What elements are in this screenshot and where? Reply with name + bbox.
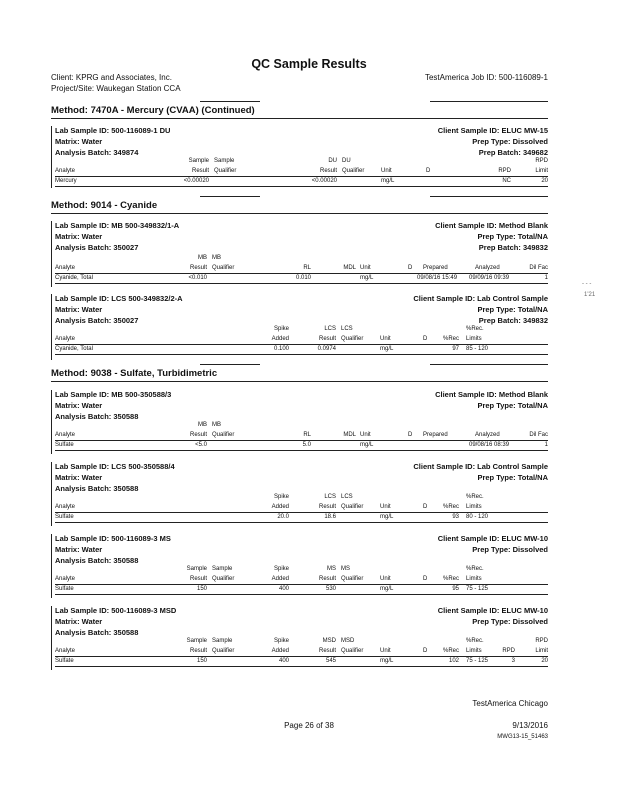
column-header: Qualifier xyxy=(212,576,235,582)
divider xyxy=(430,196,548,197)
page-title: QC Sample Results xyxy=(251,57,367,71)
table-cell: mg/L xyxy=(360,275,374,281)
column-header: MB xyxy=(212,255,221,261)
column-header: Unit xyxy=(380,504,391,510)
analysis-batch: Analysis Batch: 350588 xyxy=(55,412,139,421)
column-header: Added xyxy=(271,336,289,342)
column-header: Spike xyxy=(273,326,289,332)
column-header: RPD xyxy=(535,158,548,164)
client-sample-id: Client Sample ID: ELUC MW-10 xyxy=(437,606,548,615)
prep-type: Prep Type: Dissolved xyxy=(472,137,548,146)
table-cell: 18.6 xyxy=(324,514,336,520)
column-header: RPD xyxy=(498,168,511,174)
table-cell: 09/08/16 15:49 xyxy=(417,275,458,281)
method-underline xyxy=(51,213,548,214)
column-header: %Rec xyxy=(442,336,459,342)
column-header: Analyzed xyxy=(475,265,500,271)
table-rule xyxy=(55,186,548,187)
table-cell: Cyanide, Total xyxy=(55,275,93,281)
matrix: Matrix: Water xyxy=(55,401,103,410)
column-header: Result xyxy=(189,432,207,438)
column-header: Analyte xyxy=(55,576,76,582)
column-header: Result xyxy=(189,576,207,582)
table-rule xyxy=(55,440,548,441)
column-header: MS xyxy=(341,566,350,572)
table-cell: mg/L xyxy=(381,178,395,184)
column-header: Qualifier xyxy=(342,168,365,174)
table-cell: 530 xyxy=(325,586,336,592)
column-header: Sample xyxy=(212,638,233,644)
lab-sample-id: Lab Sample ID: 500-116089-1 DU xyxy=(55,126,171,135)
column-header: Unit xyxy=(360,265,371,271)
matrix: Matrix: Water xyxy=(55,232,103,241)
column-header: LCS xyxy=(324,326,336,332)
column-header: Limits xyxy=(466,336,482,342)
qc-section-sulfate-lcs xyxy=(51,460,548,528)
column-header: RL xyxy=(303,265,311,271)
column-header: Spike xyxy=(273,494,289,500)
table-cell: Sulfate xyxy=(55,586,74,592)
column-header: MS xyxy=(327,566,336,572)
table-cell: 3 xyxy=(511,658,515,664)
column-header: Result xyxy=(189,648,207,654)
lab-sample-id: Lab Sample ID: LCS 500-349832/2-A xyxy=(55,294,183,303)
column-header: D xyxy=(423,648,428,654)
margin-mark: - - - xyxy=(582,281,592,287)
column-header: Added xyxy=(271,576,289,582)
column-header: Result xyxy=(318,336,336,342)
table-cell: mg/L xyxy=(380,514,394,520)
matrix: Matrix: Water xyxy=(55,305,103,314)
column-header: RPD xyxy=(535,638,548,644)
column-header: Qualifier xyxy=(212,265,235,271)
client-sample-id: Client Sample ID: ELUC MW-10 xyxy=(437,534,548,543)
table-cell: mg/L xyxy=(380,658,394,664)
method-heading-mercury: Method: 7470A - Mercury (CVAA) (Continued) xyxy=(51,105,255,116)
column-header: MB xyxy=(198,255,207,261)
client-sample-id: Client Sample ID: Lab Control Sample xyxy=(413,462,548,471)
column-header: MSD xyxy=(322,638,336,644)
column-header: RPD xyxy=(502,648,515,654)
prep-type: Prep Type: Dissolved xyxy=(472,617,548,626)
table-cell: 75 - 125 xyxy=(466,586,489,592)
column-header: %Rec. xyxy=(466,494,484,500)
lab-sample-id: Lab Sample ID: MB 500-349832/1-A xyxy=(55,221,180,230)
column-header: Added xyxy=(271,504,289,510)
table-cell: 0.0974 xyxy=(317,346,336,352)
table-cell: 102 xyxy=(448,658,459,664)
prep-type: Prep Type: Total/NA xyxy=(477,401,548,410)
column-header: Limits xyxy=(466,504,482,510)
column-header: MSD xyxy=(341,638,355,644)
column-header: Result xyxy=(318,648,336,654)
table-cell: <0.00020 xyxy=(183,178,209,184)
project-site: Project/Site: Waukegan Station CCA xyxy=(51,84,181,93)
table-cell: 20.0 xyxy=(277,514,289,520)
analysis-batch: Analysis Batch: 349874 xyxy=(55,148,139,157)
table-rule xyxy=(55,450,548,451)
column-header: MB xyxy=(198,422,207,428)
table-cell: 80 - 120 xyxy=(466,514,489,520)
matrix: Matrix: Water xyxy=(55,617,103,626)
column-header: Dil Fac xyxy=(529,432,548,438)
column-header: D xyxy=(408,432,413,438)
table-cell: <0.010 xyxy=(188,275,207,281)
column-header: Sample xyxy=(188,158,209,164)
column-header: Qualifier xyxy=(341,576,364,582)
column-header: Added xyxy=(271,648,289,654)
client-sample-id: Client Sample ID: Method Blank xyxy=(435,390,548,399)
table-cell: 75 - 125 xyxy=(466,658,489,664)
table-cell: <5.0 xyxy=(195,442,207,448)
table-cell: NC xyxy=(502,178,511,184)
qc-section-sulfate-ms xyxy=(51,532,548,600)
column-header: Result xyxy=(319,168,337,174)
column-header: Prepared xyxy=(423,265,448,271)
column-header: Analyte xyxy=(55,432,76,438)
page-number: Page 26 of 38 xyxy=(284,721,334,730)
column-header: LCS xyxy=(341,326,353,332)
prep-type: Prep Type: Dissolved xyxy=(472,545,548,554)
table-cell: 545 xyxy=(325,658,336,664)
column-header: Qualifier xyxy=(341,648,364,654)
column-header: Spike xyxy=(273,566,289,572)
qc-section-cyanide-mb xyxy=(51,219,548,289)
table-rule xyxy=(55,283,548,284)
table-rule xyxy=(55,344,548,345)
column-header: Analyte xyxy=(55,648,76,654)
table-rule xyxy=(55,666,548,667)
lab-sample-id: Lab Sample ID: 500-116089-3 MSD xyxy=(55,606,177,615)
table-cell: 150 xyxy=(196,658,207,664)
column-header: Limits xyxy=(466,648,482,654)
table-cell: 400 xyxy=(278,586,289,592)
matrix: Matrix: Water xyxy=(55,473,103,482)
column-header: Unit xyxy=(380,336,391,342)
column-header: Result xyxy=(318,576,336,582)
prep-type: Prep Type: Total/NA xyxy=(477,232,548,241)
column-header: Limits xyxy=(466,576,482,582)
column-header: D xyxy=(408,265,413,271)
table-cell: Sulfate xyxy=(55,442,74,448)
prep-type: Prep Type: Total/NA xyxy=(477,305,548,314)
column-header: MB xyxy=(212,422,221,428)
analysis-batch: Analysis Batch: 350588 xyxy=(55,628,139,637)
prep-batch: Prep Batch: 349832 xyxy=(478,316,548,325)
document-code: MWG13-15_51463 xyxy=(497,734,548,740)
table-cell: Cyanide, Total xyxy=(55,346,93,352)
column-header: %Rec. xyxy=(466,326,484,332)
column-header: Qualifier xyxy=(341,504,364,510)
column-header: Result xyxy=(191,168,209,174)
column-header: D xyxy=(423,576,428,582)
table-rule xyxy=(55,354,548,355)
table-cell: 09/08/16 08:39 xyxy=(469,442,510,448)
table-cell: <0.00020 xyxy=(311,178,337,184)
method-heading-sulfate: Method: 9038 - Sulfate, Turbidimetric xyxy=(51,368,218,379)
prep-type: Prep Type: Total/NA xyxy=(477,473,548,482)
table-cell: 1 xyxy=(544,275,548,281)
table-rule xyxy=(55,176,548,177)
column-header: Qualifier xyxy=(212,648,235,654)
table-cell: Mercury xyxy=(55,178,77,184)
column-header: %Rec. xyxy=(466,638,484,644)
column-header: LCS xyxy=(324,494,336,500)
column-header: Analyte xyxy=(55,504,76,510)
column-header: D xyxy=(426,168,431,174)
divider xyxy=(200,101,260,102)
table-cell: mg/L xyxy=(380,586,394,592)
column-header: Unit xyxy=(381,168,392,174)
column-header: RL xyxy=(303,432,311,438)
table-cell: Sulfate xyxy=(55,514,74,520)
client-sample-id: Client Sample ID: Method Blank xyxy=(435,221,548,230)
column-header: DU xyxy=(328,158,337,164)
column-header: Sample xyxy=(212,566,233,572)
table-rule xyxy=(55,594,548,595)
qc-section-sulfate-msd xyxy=(51,604,548,672)
method-heading-cyanide: Method: 9014 - Cyanide xyxy=(51,200,158,211)
column-header: %Rec. xyxy=(466,566,484,572)
column-header: Qualifier xyxy=(214,168,237,174)
analysis-batch: Analysis Batch: 350027 xyxy=(55,316,139,325)
job-id: TestAmerica Job ID: 500-116089-1 xyxy=(424,73,548,82)
table-cell: 0.010 xyxy=(295,275,311,281)
column-header: Sample xyxy=(186,638,207,644)
report-date: 9/13/2016 xyxy=(512,721,548,730)
analysis-batch: Analysis Batch: 350027 xyxy=(55,243,139,252)
table-rule xyxy=(55,522,548,523)
column-header: Analyte xyxy=(55,168,76,174)
table-cell: 95 xyxy=(452,586,459,592)
table-rule xyxy=(55,273,548,274)
column-header: LCS xyxy=(341,494,353,500)
divider xyxy=(200,364,260,365)
column-header: Unit xyxy=(380,648,391,654)
client-name: Client: KPRG and Associates, Inc. xyxy=(51,73,172,82)
column-header: %Rec xyxy=(442,648,459,654)
matrix: Matrix: Water xyxy=(55,545,103,554)
table-cell: 93 xyxy=(452,514,459,520)
qc-section-cyanide-lcs xyxy=(51,292,548,362)
column-header: D xyxy=(423,336,428,342)
analysis-batch: Analysis Batch: 350588 xyxy=(55,556,139,565)
column-header: MDL xyxy=(343,432,356,438)
divider xyxy=(430,101,548,102)
client-sample-id: Client Sample ID: Lab Control Sample xyxy=(413,294,548,303)
column-header: Limit xyxy=(535,168,548,174)
column-header: Analyzed xyxy=(475,432,500,438)
lab-name: TestAmerica Chicago xyxy=(472,699,548,708)
qc-section-mercury-du xyxy=(51,124,548,190)
column-header: DU xyxy=(342,158,351,164)
table-cell: mg/L xyxy=(380,346,394,352)
lab-sample-id: Lab Sample ID: 500-116089-3 MS xyxy=(55,534,171,543)
divider xyxy=(430,364,548,365)
table-cell: mg/L xyxy=(360,442,374,448)
column-header: Qualifier xyxy=(212,432,235,438)
column-header: Dil Fac xyxy=(529,265,548,271)
table-cell: 09/09/16 09:39 xyxy=(469,275,510,281)
table-rule xyxy=(55,656,548,657)
column-header: Result xyxy=(189,265,207,271)
column-header: Sample xyxy=(186,566,207,572)
table-cell: 97 xyxy=(452,346,459,352)
analysis-batch: Analysis Batch: 350588 xyxy=(55,484,139,493)
column-header: Analyte xyxy=(55,336,76,342)
column-header: Unit xyxy=(360,432,371,438)
divider xyxy=(200,196,260,197)
table-rule xyxy=(55,584,548,585)
column-header: Limit xyxy=(535,648,548,654)
table-cell: 400 xyxy=(278,658,289,664)
table-cell: 1 xyxy=(544,442,548,448)
column-header: MDL xyxy=(343,265,356,271)
column-header: Sample xyxy=(214,158,235,164)
lab-sample-id: Lab Sample ID: LCS 500-350588/4 xyxy=(55,462,175,471)
table-cell: Sulfate xyxy=(55,658,74,664)
prep-batch: Prep Batch: 349682 xyxy=(478,148,548,157)
column-header: Result xyxy=(318,504,336,510)
column-header: %Rec xyxy=(442,504,459,510)
column-header: Prepared xyxy=(423,432,448,438)
column-header: Spike xyxy=(273,638,289,644)
lab-sample-id: Lab Sample ID: MB 500-350588/3 xyxy=(55,390,172,399)
client-sample-id: Client Sample ID: ELUC MW-15 xyxy=(437,126,548,135)
method-underline xyxy=(51,381,548,382)
table-cell: 0.100 xyxy=(273,346,289,352)
matrix: Matrix: Water xyxy=(55,137,103,146)
table-cell: 150 xyxy=(196,586,207,592)
column-header: Analyte xyxy=(55,265,76,271)
prep-batch: Prep Batch: 349832 xyxy=(478,243,548,252)
table-cell: 20 xyxy=(541,658,548,664)
qc-section-sulfate-mb xyxy=(51,388,548,456)
table-cell: 85 - 120 xyxy=(466,346,489,352)
column-header: Unit xyxy=(380,576,391,582)
column-header: Qualifier xyxy=(341,336,364,342)
column-header: D xyxy=(423,504,428,510)
margin-mark: 1'21 xyxy=(584,292,596,298)
column-header: %Rec xyxy=(442,576,459,582)
table-rule xyxy=(55,512,548,513)
table-cell: 20 xyxy=(541,178,548,184)
method-underline xyxy=(51,118,548,119)
table-cell: 5.0 xyxy=(302,442,311,448)
